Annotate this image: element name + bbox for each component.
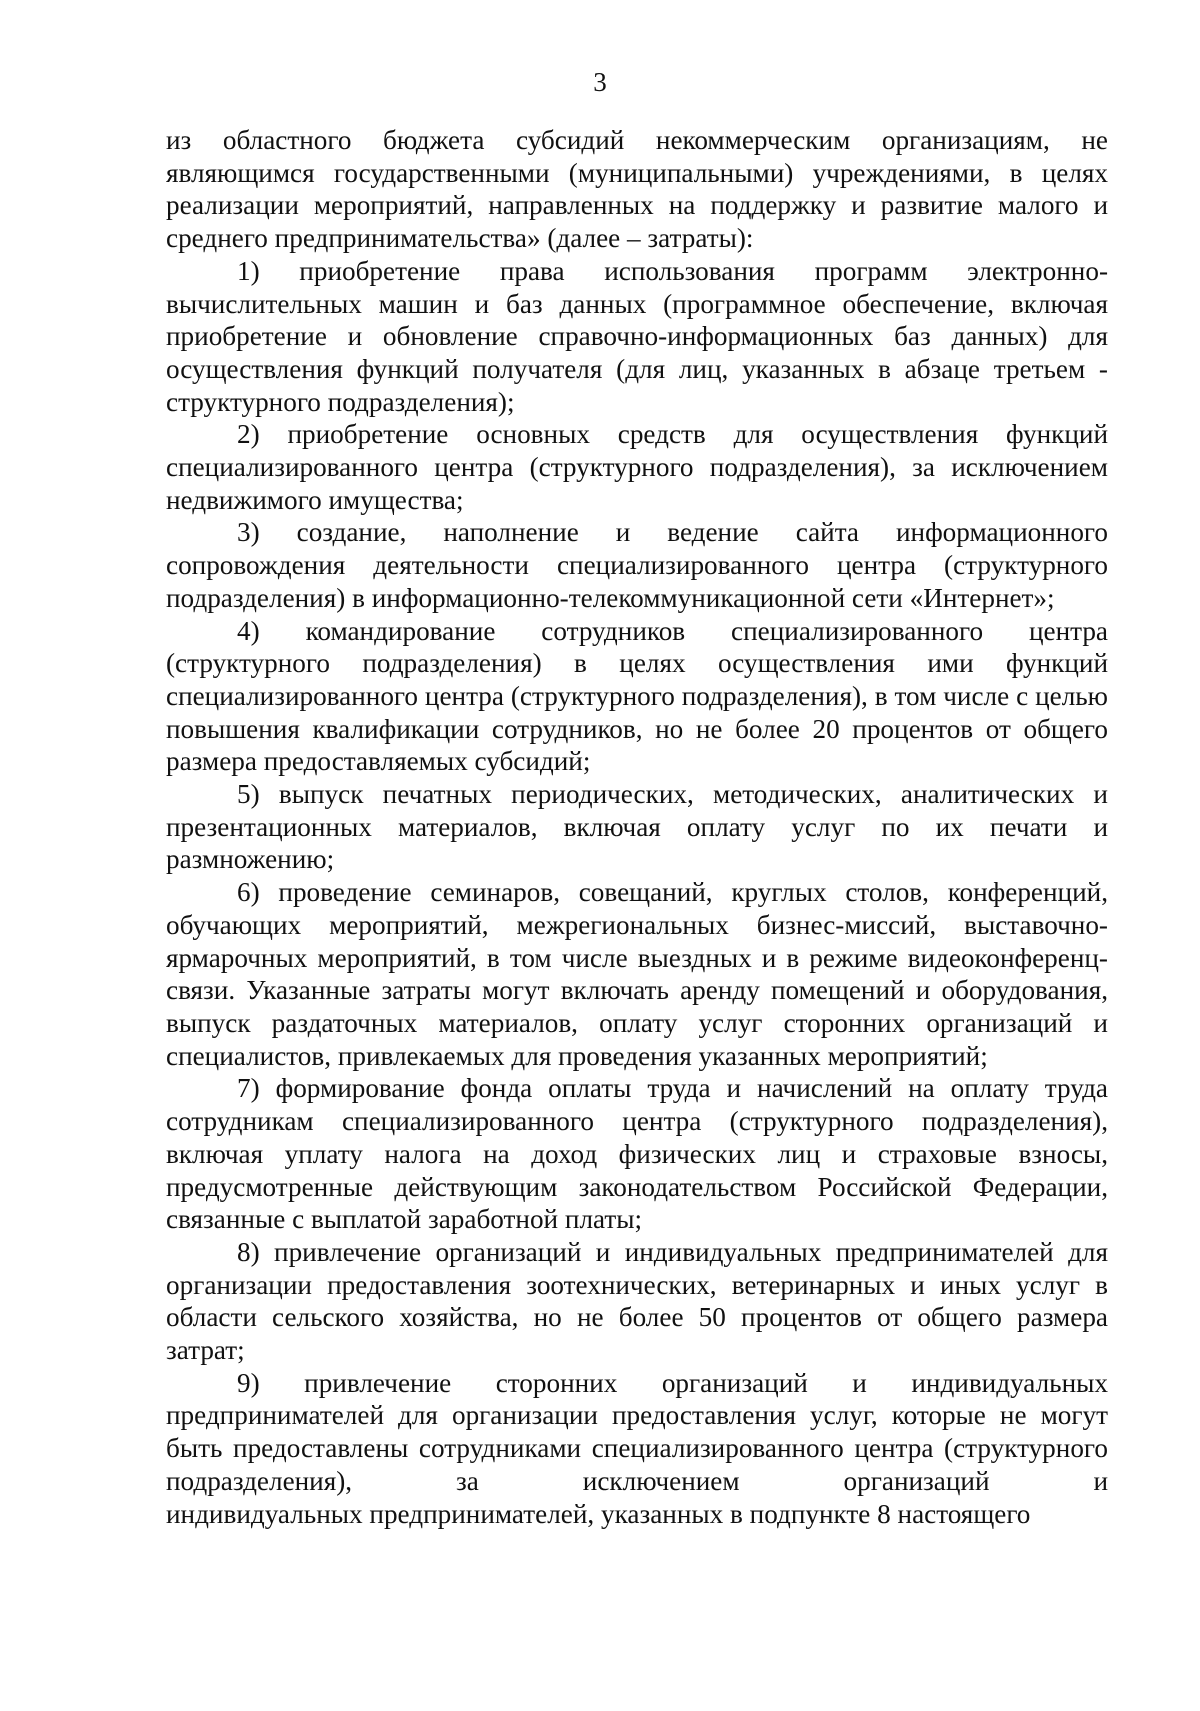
page-number: 3 (593, 67, 607, 97)
list-item-6: 6) проведение семинаров, совещаний, круглых столов, конференций, обучающих мероприятий, межрегиональных бизнес-миссий, выставочно-ярмарочных мероприятий, в том числе выездных и в режиме видеоконференц-связи. Указанные затраты могут включать аренду помещений и оборудования, выпуск раздаточных материалов, оплату услуг сторонних организаций и специалистов, привлекаемых для проведения указанных мероприятий; (166, 877, 1108, 1071)
list-item-3: 3) создание, наполнение и ведение сайта информационного сопровождения деятельности специализированного центра (структурного подразделения) в информационно-телекоммуникационной сети «Интернет»; (166, 517, 1108, 613)
list-item-2: 2) приобретение основных средств для осуществления функций специализированного центра (структурного подразделения), за исключением недвижимого имущества; (166, 419, 1108, 515)
list-item-9 (166, 1367, 1108, 1531)
list-item-4: 4) командирование сотрудников специализированного центра (структурного подразделения) в целях осуществления ими функций специализированного центра (структурного подразделения), в том числе с целью повышения квалификации сотрудников, но не более 20 процентов от общего размера предоставляемых субсидий; (166, 615, 1108, 777)
document-body (166, 124, 1108, 1530)
list-item-5: 5) выпуск печатных периодических, методических, аналитических и презентационных материалов, включая оплату услуг по их печати и размножению; (166, 779, 1108, 875)
list-item-9-last-line: индивидуальных предпринимателей, указанных в подпункте 8 настоящего (166, 1498, 1031, 1529)
list-item-9-text: 9) привлечение сторонних организаций и индивидуальных предпринимателей для организации предоставления услуг, которые не могут быть предоставлены сотрудниками специализированного центра (структурного подразделения), за исключением организаций и (166, 1367, 1108, 1496)
list-item-1: 1) приобретение права использования программ электронно-вычислительных машин и баз данных (программное обеспечение, включая приобретение и обновление справочно-информационных баз данных) для осуществления функций получателя (для лиц, указанных в абзаце третьем - структурного подразделения); (166, 255, 1108, 417)
list-item-7: 7) формирование фонда оплаты труда и начислений на оплату труда сотрудникам специализированного центра (структурного подразделения), включая уплату налога на доход физических лиц и страховые взносы, предусмотренные действующим законодательством Российской Федерации, связанные с выплатой заработной платы; (166, 1073, 1108, 1235)
list-item-8: 8) привлечение организаций и индивидуальных предпринимателей для организации предоставления зоотехнических, ветеринарных и иных услуг в области сельского хозяйства, но не более 50 процентов от общего размера затрат; (166, 1236, 1108, 1366)
paragraph-intro: из областного бюджета субсидий некоммерческим организациям, не являющимся государственными (муниципальными) учреждениями, в целях реализации мероприятий, направленных на поддержку и развитие малого и среднего предпринимательства» (далее – затраты): (166, 125, 1108, 254)
